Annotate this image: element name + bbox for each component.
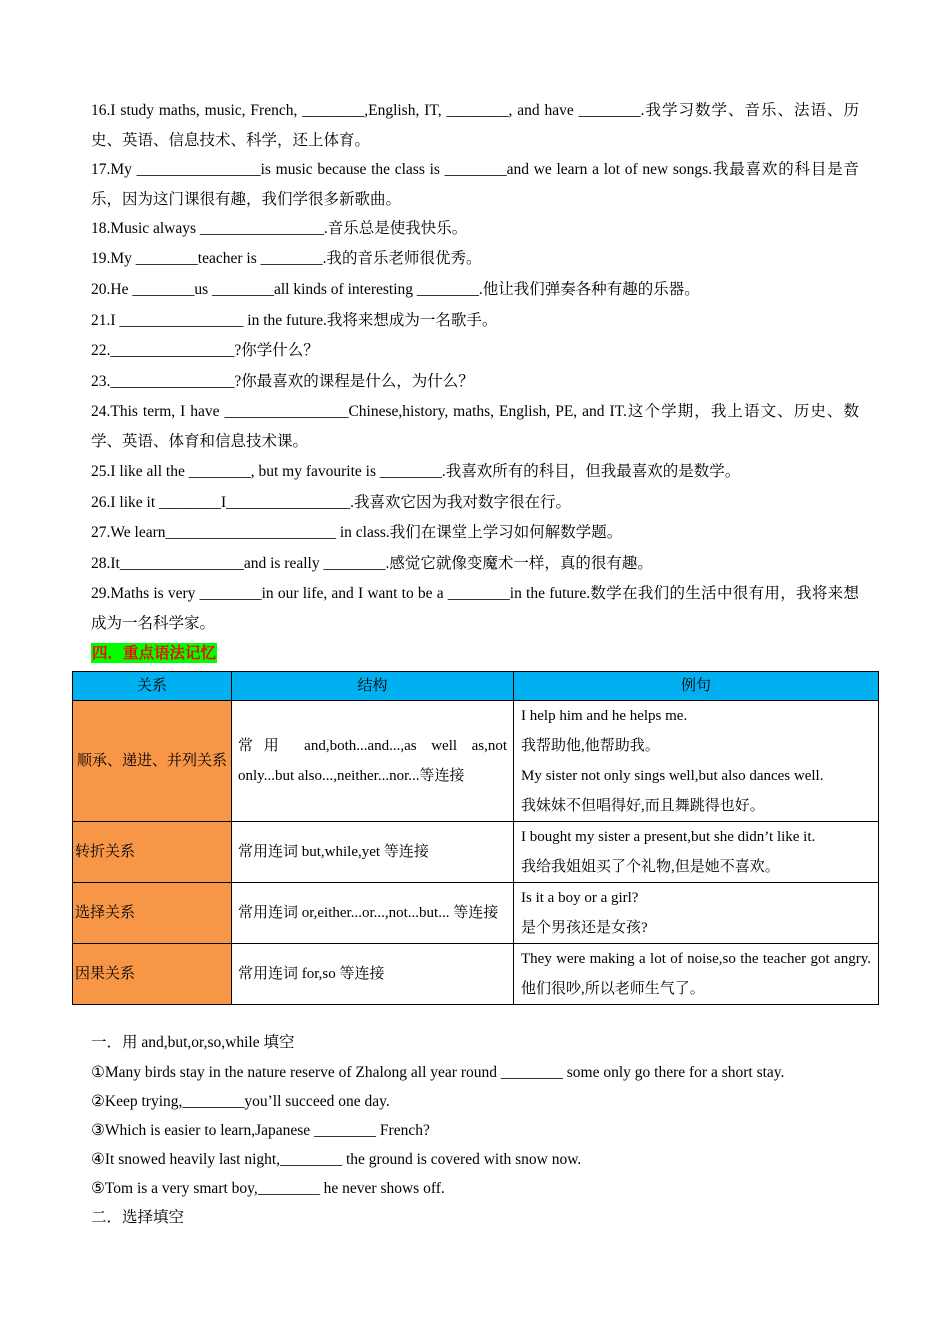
- exercise-20: 20.He ________us ________all kinds of interesting ________.他让我们弹奏各种有趣的乐器。: [91, 281, 700, 298]
- relation-text: 选择关系: [75, 905, 136, 921]
- example-line: My sister not only sings well,but also dances well.: [521, 768, 824, 784]
- part-one-title: 一．用 and,but,or,so,while 填空: [91, 1034, 295, 1051]
- example-cell: [514, 701, 879, 822]
- example-line: 我给我姐姐买了个礼物,但是她不喜欢。: [521, 859, 780, 875]
- example-line: I help him and he helps me.: [521, 708, 688, 724]
- table-row: [73, 822, 879, 883]
- example-line: 我帮助他,他帮助我。: [521, 738, 660, 754]
- example-line: 是个男孩还是女孩?: [521, 920, 648, 936]
- fill-item-5: ⑤Tom is a very smart boy,________ he never shows off.: [91, 1180, 445, 1197]
- relation-text: 转折关系: [75, 844, 136, 860]
- structure-cell: [232, 944, 514, 1005]
- structure-text: 常用连词 for,so 等连接: [238, 966, 385, 982]
- exercise-18: 18.Music always ________________.音乐总是使我快乐。: [91, 220, 468, 237]
- example-cell: [514, 822, 879, 883]
- example-cell: [514, 883, 879, 944]
- table-header-row: [73, 672, 879, 701]
- exercise-26: 26.I like it ________I________________.我喜欢它因为我对数字很在行。: [91, 494, 572, 511]
- example-line: 我妹妹不但唱得好,而且舞跳得也好。: [521, 798, 765, 814]
- header-relation: 关系: [73, 672, 232, 701]
- header-example: 例句: [514, 672, 879, 701]
- structure-cell: [232, 883, 514, 944]
- example-line: They were making a lot of noise,so the teacher got angry.他们很吵,所以老师生气了。: [521, 951, 871, 997]
- section-heading: 四．重点语法记忆: [92, 644, 217, 662]
- table-row: [73, 701, 879, 822]
- exercise-21: 21.I ________________ in the future.我将来想成为一名歌手。: [91, 312, 498, 329]
- structure-text: 常用连词 or,either...or...,not...but... 等连接: [238, 905, 499, 921]
- fill-item-1: ①Many birds stay in the nature reserve of Zhalong all year round ________ some only go there for a short stay.: [91, 1064, 785, 1081]
- relation-cell: [73, 944, 232, 1005]
- table-row: [73, 883, 879, 944]
- relation-cell: [73, 883, 232, 944]
- fill-item-4: ④It snowed heavily last night,________ the ground is covered with snow now.: [91, 1151, 582, 1168]
- structure-cell: [232, 701, 514, 822]
- structure-cell: [232, 822, 514, 883]
- exercise-23: 23.________________?你最喜欢的课程是什么，为什么？: [91, 373, 474, 390]
- exercise-19: 19.My ________teacher is ________.我的音乐老师很优秀。: [91, 250, 482, 267]
- header-structure: 结构: [232, 672, 514, 701]
- relation-cell: [73, 822, 232, 883]
- table-row: [73, 944, 879, 1005]
- exercise-17: 17.My ________________is music because the class is ________and we learn a lot of new songs.我最喜欢的科目是音乐，因为这门课很有趣，我们学很多新歌曲。: [91, 161, 859, 208]
- example-cell: [514, 944, 879, 1005]
- exercise-29: 29.Maths is very ________in our life, and I want to be a ________in the future.数学在我们的生活中很有用，我将来想成为一名科学家。: [91, 585, 859, 632]
- exercise-28: 28.It________________and is really ________.感觉它就像变魔术一样，真的很有趣。: [91, 555, 653, 572]
- relation-text: 顺承、递进、并列关系: [76, 753, 227, 769]
- part-two-title: 二．选择填空: [91, 1209, 185, 1226]
- exercise-25: 25.I like all the ________, but my favourite is ________.我喜欢所有的科目，但我最喜欢的是数学。: [91, 463, 741, 480]
- exercise-24: 24.This term, I have ________________Chinese,history, maths, English, PE, and IT.这个学期，我上语文、历史、数学、英语、体育和信息技术课。: [91, 403, 859, 450]
- exercise-22: 22.________________?你学什么？: [91, 342, 319, 359]
- example-line: Is it a boy or a girl?: [521, 890, 639, 906]
- fill-item-2: ②Keep trying,________you’ll succeed one day.: [91, 1093, 390, 1110]
- structure-text: 常用 and,both...and...,as well as,not only...but also...,neither...nor...等连接: [238, 738, 507, 784]
- grammar-table: [72, 671, 879, 1005]
- exercise-16: 16.I study maths, music, French, ________,English, IT, ________, and have ________.我学习数学、音乐、法语、历史、英语、信息技术、科学，还上体育。: [91, 102, 859, 149]
- structure-text: 常用连词 but,while,yet 等连接: [238, 844, 429, 860]
- relation-text: 因果关系: [75, 966, 136, 982]
- exercise-27: 27.We learn______________________ in class.我们在课堂上学习如何解数学题。: [91, 524, 623, 541]
- example-line: I bought my sister a present,but she didn’t like it.: [521, 829, 816, 845]
- fill-item-3: ③Which is easier to learn,Japanese ________ French?: [91, 1122, 430, 1139]
- relation-cell: [73, 701, 232, 822]
